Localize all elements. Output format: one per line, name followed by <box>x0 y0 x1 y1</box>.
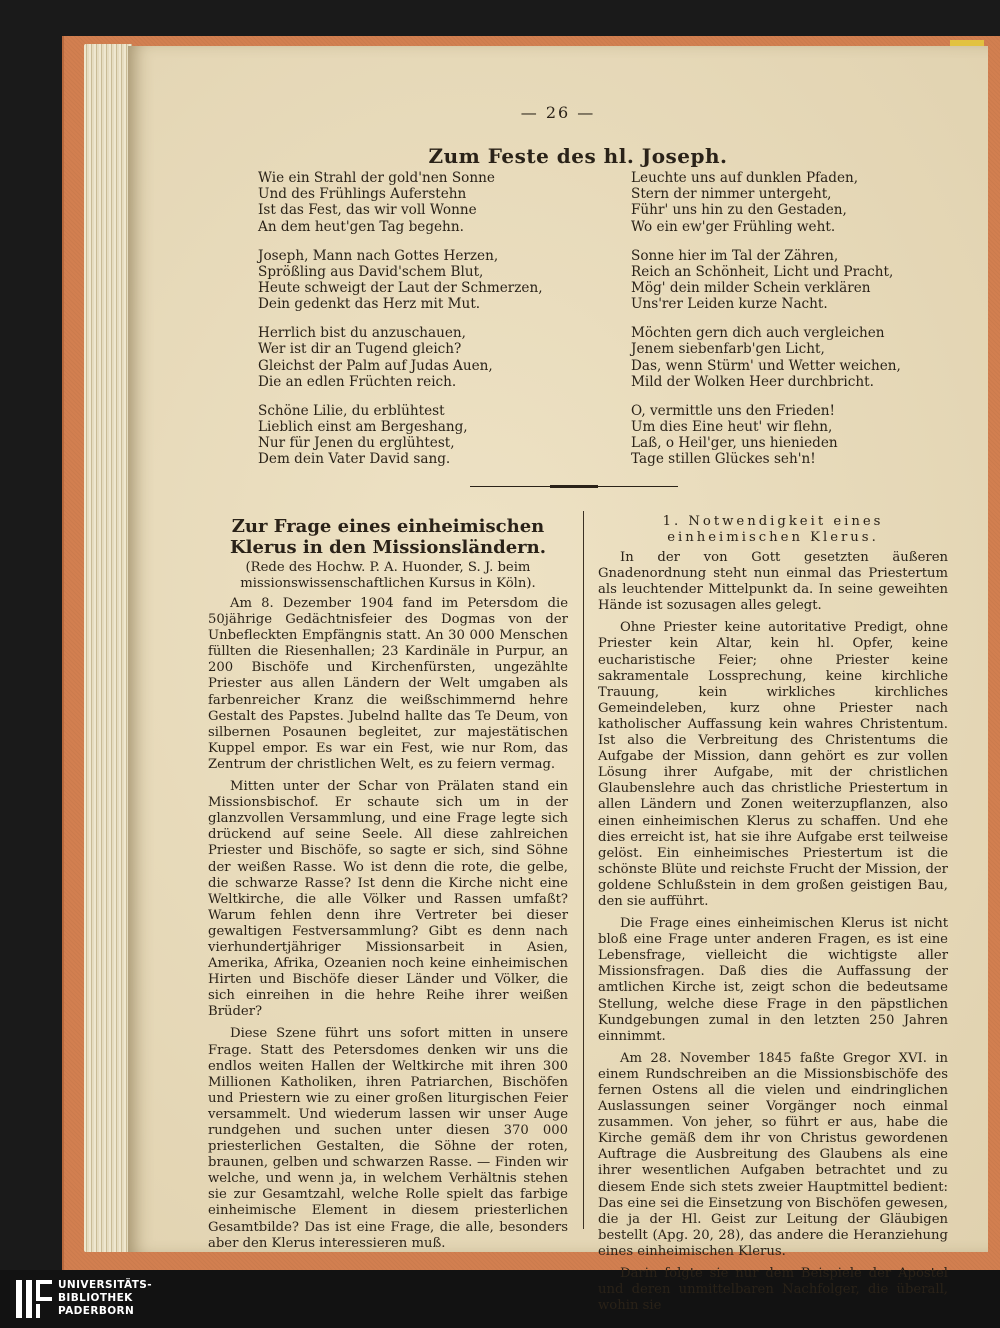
poem-line: Wo ein ew'ger Frühling weht. <box>631 218 836 235</box>
article-paragraph: Ohne Priester keine autoritative Predigt, ohne Priester kein Altar, kein hl. Opfer, keine eucharistische Feier; ohne Priester keine sakramentale Lossprechung, keine kirchliche Trauung, kein wirkliches kirchliches Gemeindeleben, kurz ohne Priester nach katholischer Auffassung kein wahres Christentum. Ist also die Verbreitung des Christentums die Aufgabe der Mission, dann gehört es zur vollen Lösung ihrer Aufgabe, mit der christlichen Glaubenslehre auch das christliche Priestertum in allen Ländern und Zonen weiterzupflanzen, also einen einheimischen Klerus zu schaffen. Und ehe dies erreicht ist, hat sie ihre Aufgabe erst teilweise gelöst. Ein einheimisches Priestertum ist die schönste Blüte und reichste Frucht der Mission, der goldene Schlußstein in dem großen geistigen Bau, den sie aufführt. <box>598 620 948 909</box>
poem-line: Und des Frühlings Auferstehn <box>258 186 467 203</box>
section-divider <box>470 486 678 487</box>
poem-line: Reich an Schönheit, Licht und Pracht, <box>631 263 894 280</box>
poem-stanza <box>631 248 931 313</box>
poem-line: Joseph, Mann nach Gottes Herzen, <box>258 247 499 264</box>
library-logo-line: UNIVERSITÄTS- <box>58 1279 153 1291</box>
poem-stanza <box>631 403 931 468</box>
poem-line: O, vermittle uns den Frieden! <box>631 402 836 419</box>
poem-line: Ist das Fest, das wir voll Wonne <box>258 202 477 219</box>
poem-line: Mög' dein milder Schein verklären <box>631 280 871 297</box>
poem-stanza <box>631 325 931 390</box>
library-logo-line: BIBLIOTHEK <box>58 1292 133 1304</box>
poem-line: Laß, o Heil'ger, uns hienieden <box>631 435 838 452</box>
poem-stanza <box>258 403 558 468</box>
article-paragraph: Darin folgte sie nur dem Beispiele der Apostel und deren unmittelbaren Nachfolger, die überall, wohin sie <box>598 1266 948 1314</box>
poem-line: Schöne Lilie, du erblühtest <box>258 402 445 419</box>
poem-line: Dem dein Vater David sang. <box>258 451 451 468</box>
library-logo-text <box>58 1279 152 1318</box>
column-rule <box>583 511 584 1229</box>
article-paragraph: In der von Gott gesetzten äußeren Gnadenordnung steht nun einmal das Priestertum als leuchtender Mittelpunkt da. In seine geweihten Hände ist sozusagen alles gelegt. <box>598 550 948 614</box>
article-title: Zur Frage eines einheimischen Klerus in den Missionsländern. <box>229 516 547 558</box>
poem-line: Führ' uns hin zu den Gestaden, <box>631 202 847 219</box>
article-subtitle: (Rede des Hochw. P. A. Huonder, S. J. beim missionswissenschaftlichen Kursus in Köln). <box>240 560 536 591</box>
section-heading: 1. Notwendigkeit eines einheimischen Klerus. <box>662 514 884 545</box>
poem-line: Möchten gern dich auch vergleichen <box>631 325 885 342</box>
library-logo-line: PADERBORN <box>58 1305 135 1317</box>
poem-line: Heute schweigt der Laut der Schmerzen, <box>258 280 543 297</box>
article-paragraph: Am 28. November 1845 faßte Gregor XVI. in einem Rundschreiben an die Missionsbischöfe des fernen Ostens all die vielen und eindringlichen Auslassungen seiner Vorgänger noch einmal zusammen. Von jeher, so führt er aus, habe die Kirche gemäß dem ihr von Christus gewordenen Auftrage die Ausbreitung des Glaubens als eine ihrer wesentlichen Aufgaben betrachtet und zu diesem Ende sich stets zweier Hauptmittel bedient: Das eine sei die Einsetzung von Bischöfen gewesen, die ja der Hl. Geist zur Leitung der Gläubigen bestellt (Apg. 20, 28), das andere die Heranziehung eines einheimischen Klerus. <box>598 1050 948 1259</box>
poem-line: Jenem siebenfarb'gen Licht, <box>631 341 825 358</box>
poem-stanza <box>258 170 558 235</box>
poem-line: Leuchte uns auf dunklen Pfaden, <box>631 170 859 186</box>
page-edges <box>84 44 132 1252</box>
poem-right-column <box>631 170 931 480</box>
poem-left-column <box>258 170 558 480</box>
poem-stanza <box>258 248 558 313</box>
poem-line: Wer ist dir an Tugend gleich? <box>258 341 462 358</box>
poem-line: Um dies Eine heut' wir flehn, <box>631 419 833 436</box>
library-logo <box>16 1279 156 1321</box>
article-paragraph: Die Frage eines einheimischen Klerus ist nicht bloß eine Frage unter anderen Fragen, es ist eine Lebensfrage, vielleicht die wichtigste aller Missionsfragen. Daß dies die Auffassung der amtlichen Kirche ist, zeigt schon die bedeutsame Stellung, welche diese Frage in den päpstlichen Kundgebungen zumal in den letzten 250 Jahren einnimmt. <box>598 916 948 1044</box>
poem-line: Lieblich einst am Bergeshang, <box>258 419 468 436</box>
poem-line: Sprößling aus David'schem Blut, <box>258 263 484 280</box>
article-paragraph: Diese Szene führt uns sofort mitten in unsere Frage. Statt des Petersdomes denken wir uns die endlos weiten Hallen der Weltkirche mit ihren 300 Millionen Katholiken, ihren Patriarchen, Bischöfen und Priestern wie zu einer großen liturgischen Feier versammelt. Und wiederum lassen wir unser Auge rundgehen und suchen unter diesen 370 000 priesterlichen Gestalten, die Söhne der roten, braunen, gelben und schwarzen Rasse. — Finden wir welche, und wenn ja, in welchem Verhältnis stehen sie zur Gesamtzahl, welche Rolle spielt das farbige einheimische Element in diesem priesterlichen Gesamtbilde? Das ist eine Frage, die alle, besonders aber den Klerus interessieren muß. <box>208 1026 568 1251</box>
poem-line: Die an edlen Früchten reich. <box>258 373 457 390</box>
poem-line: Sonne hier im Tal der Zähren, <box>631 247 839 264</box>
poem-line: Wie ein Strahl der gold'nen Sonne <box>258 170 495 186</box>
poem-line: Dein gedenkt das Herz mit Mut. <box>258 296 481 313</box>
poem-line: Stern der nimmer untergeht, <box>631 186 832 203</box>
library-logo-icon <box>16 1280 52 1318</box>
poem-line: Gleichst der Palm auf Judas Auen, <box>258 357 493 374</box>
poem-line: Tage stillen Glückes seh'n! <box>631 451 816 468</box>
poem-line: Das, wenn Stürm' und Wetter weichen, <box>631 357 901 374</box>
poem-title: Zum Feste des hl. Joseph. <box>428 144 728 168</box>
poem-line: Herrlich bist du anzuschauen, <box>258 325 466 342</box>
article-right-column <box>598 514 948 1320</box>
poem-stanza <box>258 325 558 390</box>
poem-line: Nur für Jenen du erglühtest, <box>258 435 455 452</box>
poem-stanza <box>631 170 931 235</box>
page-number: — 26 — <box>520 103 596 122</box>
article-left-column <box>208 516 568 1258</box>
poem-line: Uns'rer Leiden kurze Nacht. <box>631 296 828 313</box>
book-page <box>128 46 988 1314</box>
article-paragraph: Mitten unter der Schar von Prälaten stand ein Missionsbischof. Er schaute sich um in der glanzvollen Versammlung, und eine Frage legte sich drückend auf seine Seele. All diese zahlreichen Priester und Bischöfe, so sagte er sich, sind Söhne der weißen Rasse. Wo ist denn die rote, die gelbe, die schwarze Rasse? Ist denn die Kirche nicht eine Weltkirche, die alle Völker und Rassen umfaßt? Warum fehlen denn ihre Vertreter bei dieser gewaltigen Festversammlung? Gibt es denn nach vierhundertjähriger Missionsarbeit in Asien, Amerika, Afrika, Ozeanien noch keine einheimischen Hirten und Bischöfe dieser Länder und Völker, die sich einreihen in die hehre Reihe ihrer weißen Brüder? <box>208 779 568 1020</box>
poem-line: An dem heut'gen Tag begehn. <box>258 218 464 235</box>
article-paragraph: Am 8. Dezember 1904 fand im Petersdom die 50jährige Gedächtnisfeier des Dogmas von der Unbefleckten Empfängnis statt. An 30 000 Menschen füllten die Riesenhallen; 23 Kardinäle in Purpur, an 200 Bischöfe und Kirchenfürsten, ungezählte Priester aus allen Ländern der Welt umgaben als farbenreicher Kranz die weißschimmernd hehre Gestalt des Papstes. Jubelnd hallte das Te Deum, von silbernen Posaunen begleitet, zur majestätischen Kuppel empor. Es war ein Fest, wie nur Rom, das Zentrum der christlichen Welt, es zu feiern vermag. <box>208 596 568 772</box>
poem-line: Mild der Wolken Heer durchbricht. <box>631 373 874 390</box>
